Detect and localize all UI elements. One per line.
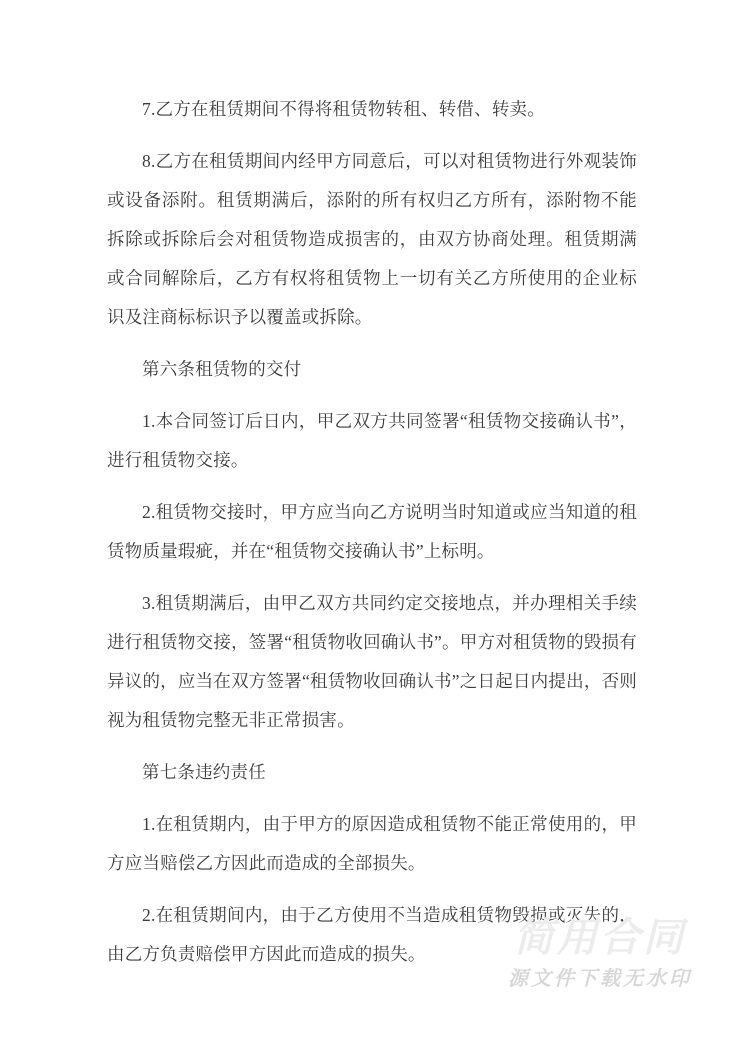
section-heading: 第六条租赁物的交付 bbox=[142, 359, 302, 379]
contract-paragraph: 8.乙方在租赁期间内经甲方同意后，可以对租赁物进行外观装饰或设备添附。租赁期满后，添附的所有权归乙方所有，添附物不能拆除或拆除后会对租赁物造成损害的，由双方协商处理。租赁期满或合同解除后，乙方有权将租赁物上一切有关乙方所使用的企业标识及注商标标识予以覆盖或拆除。 bbox=[107, 151, 637, 327]
contract-paragraph: 1.在租赁期内，由于甲方的原因造成租赁物不能正常使用的，甲方应当赔偿乙方因此而造成的全部损失。 bbox=[107, 814, 637, 873]
contract-paragraph: 7.乙方在租赁期间不得将租赁物转租、转借、转卖。 bbox=[142, 99, 545, 119]
contract-paragraph: 3.租赁期满后，由甲乙双方共同约定交接地点，并办理相关手续进行租赁物交接，签署“租赁物收回确认书”。甲方对租赁物的毁损有异议的，应当在双方签署“租赁物收回确认书”之日起日内提出，否则视为租赁物完整无非正常损害。 bbox=[107, 593, 637, 730]
contract-paragraph: 2.在租赁期间内，由于乙方使用不当造成租赁物毁损或灭失的，由乙方负责赔偿甲方因此而造成的损失。 bbox=[107, 905, 637, 964]
section-heading: 第七条违约责任 bbox=[142, 762, 266, 782]
watermark-title: 简用合同 bbox=[514, 915, 686, 961]
watermark-subtitle: 源文件下载无水印 bbox=[508, 966, 692, 990]
contract-paragraph: 2.租赁物交接时，甲方应当向乙方说明当时知道或应当知道的租赁物质量瑕疵，并在“租赁物交接确认书”上标明。 bbox=[107, 502, 637, 561]
contract-paragraph: 1.本合同签订后日内，甲乙双方共同签署“租赁物交接确认书”，进行租赁物交接。 bbox=[107, 411, 637, 470]
document-body bbox=[107, 90, 637, 987]
